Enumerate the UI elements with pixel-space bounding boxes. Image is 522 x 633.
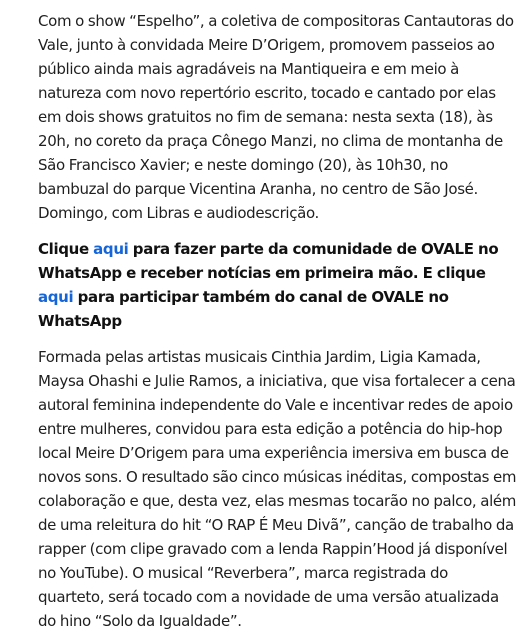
article-body bbox=[38, 9, 518, 633]
cta-text-middle: para fazer parte da comunidade de OVALE no WhatsApp e receber notícias em primeira mão. E clique bbox=[38, 240, 499, 282]
whatsapp-community-link[interactable]: aqui bbox=[93, 240, 129, 258]
cta-text-end: para participar também do canal de OVALE no WhatsApp bbox=[38, 288, 449, 330]
whatsapp-call-to-action bbox=[38, 237, 518, 333]
whatsapp-channel-link[interactable]: aqui bbox=[38, 288, 74, 306]
article-paragraph-artists: Formada pelas artistas musicais Cinthia Jardim, Ligia Kamada, Maysa Ohashi e Julie Ramos, a iniciativa, que visa fortalecer a cena autoral feminina independente do Vale e incentivar redes de apoio entre mulheres, convidou para esta edição a potência do hip-hop local Meire D’Origem para uma experiência imersiva em busca de novos sons. O resultado são cinco músicas inéditas, compostas em colaboração e que, desta vez, elas mesmas tocarão no palco, além de uma releitura do hit “O RAP É Meu Divã”, canção de trabalho da rapper (com clipe gravado com a lenda Rappin’Hood já disponível no YouTube). O musical “Reverbera”, marca registrada do quarteto, será tocado com a novidade de uma versão atualizada do hino “Solo da Igualdade”. bbox=[38, 348, 517, 630]
article-paragraph-intro: Com o show “Espelho”, a coletiva de compositoras Cantautoras do Vale, junto à convidada Meire D’Origem, promovem passeios ao público ainda mais agradáveis na Mantiqueira e em meio à natureza com novo repertório escrito, tocado e cantado por elas em dois shows gratuitos no fim de semana: nesta sexta (18), às 20h, no coreto da praça Cônego Manzi, no clima de montanha de São Francisco Xavier; e neste domingo (20), às 10h30, no bambuzal do parque Vicentina Aranha, no centro de São José. Domingo, com Libras e audiodescrição. bbox=[38, 12, 514, 222]
cta-text-start: Clique bbox=[38, 240, 94, 258]
